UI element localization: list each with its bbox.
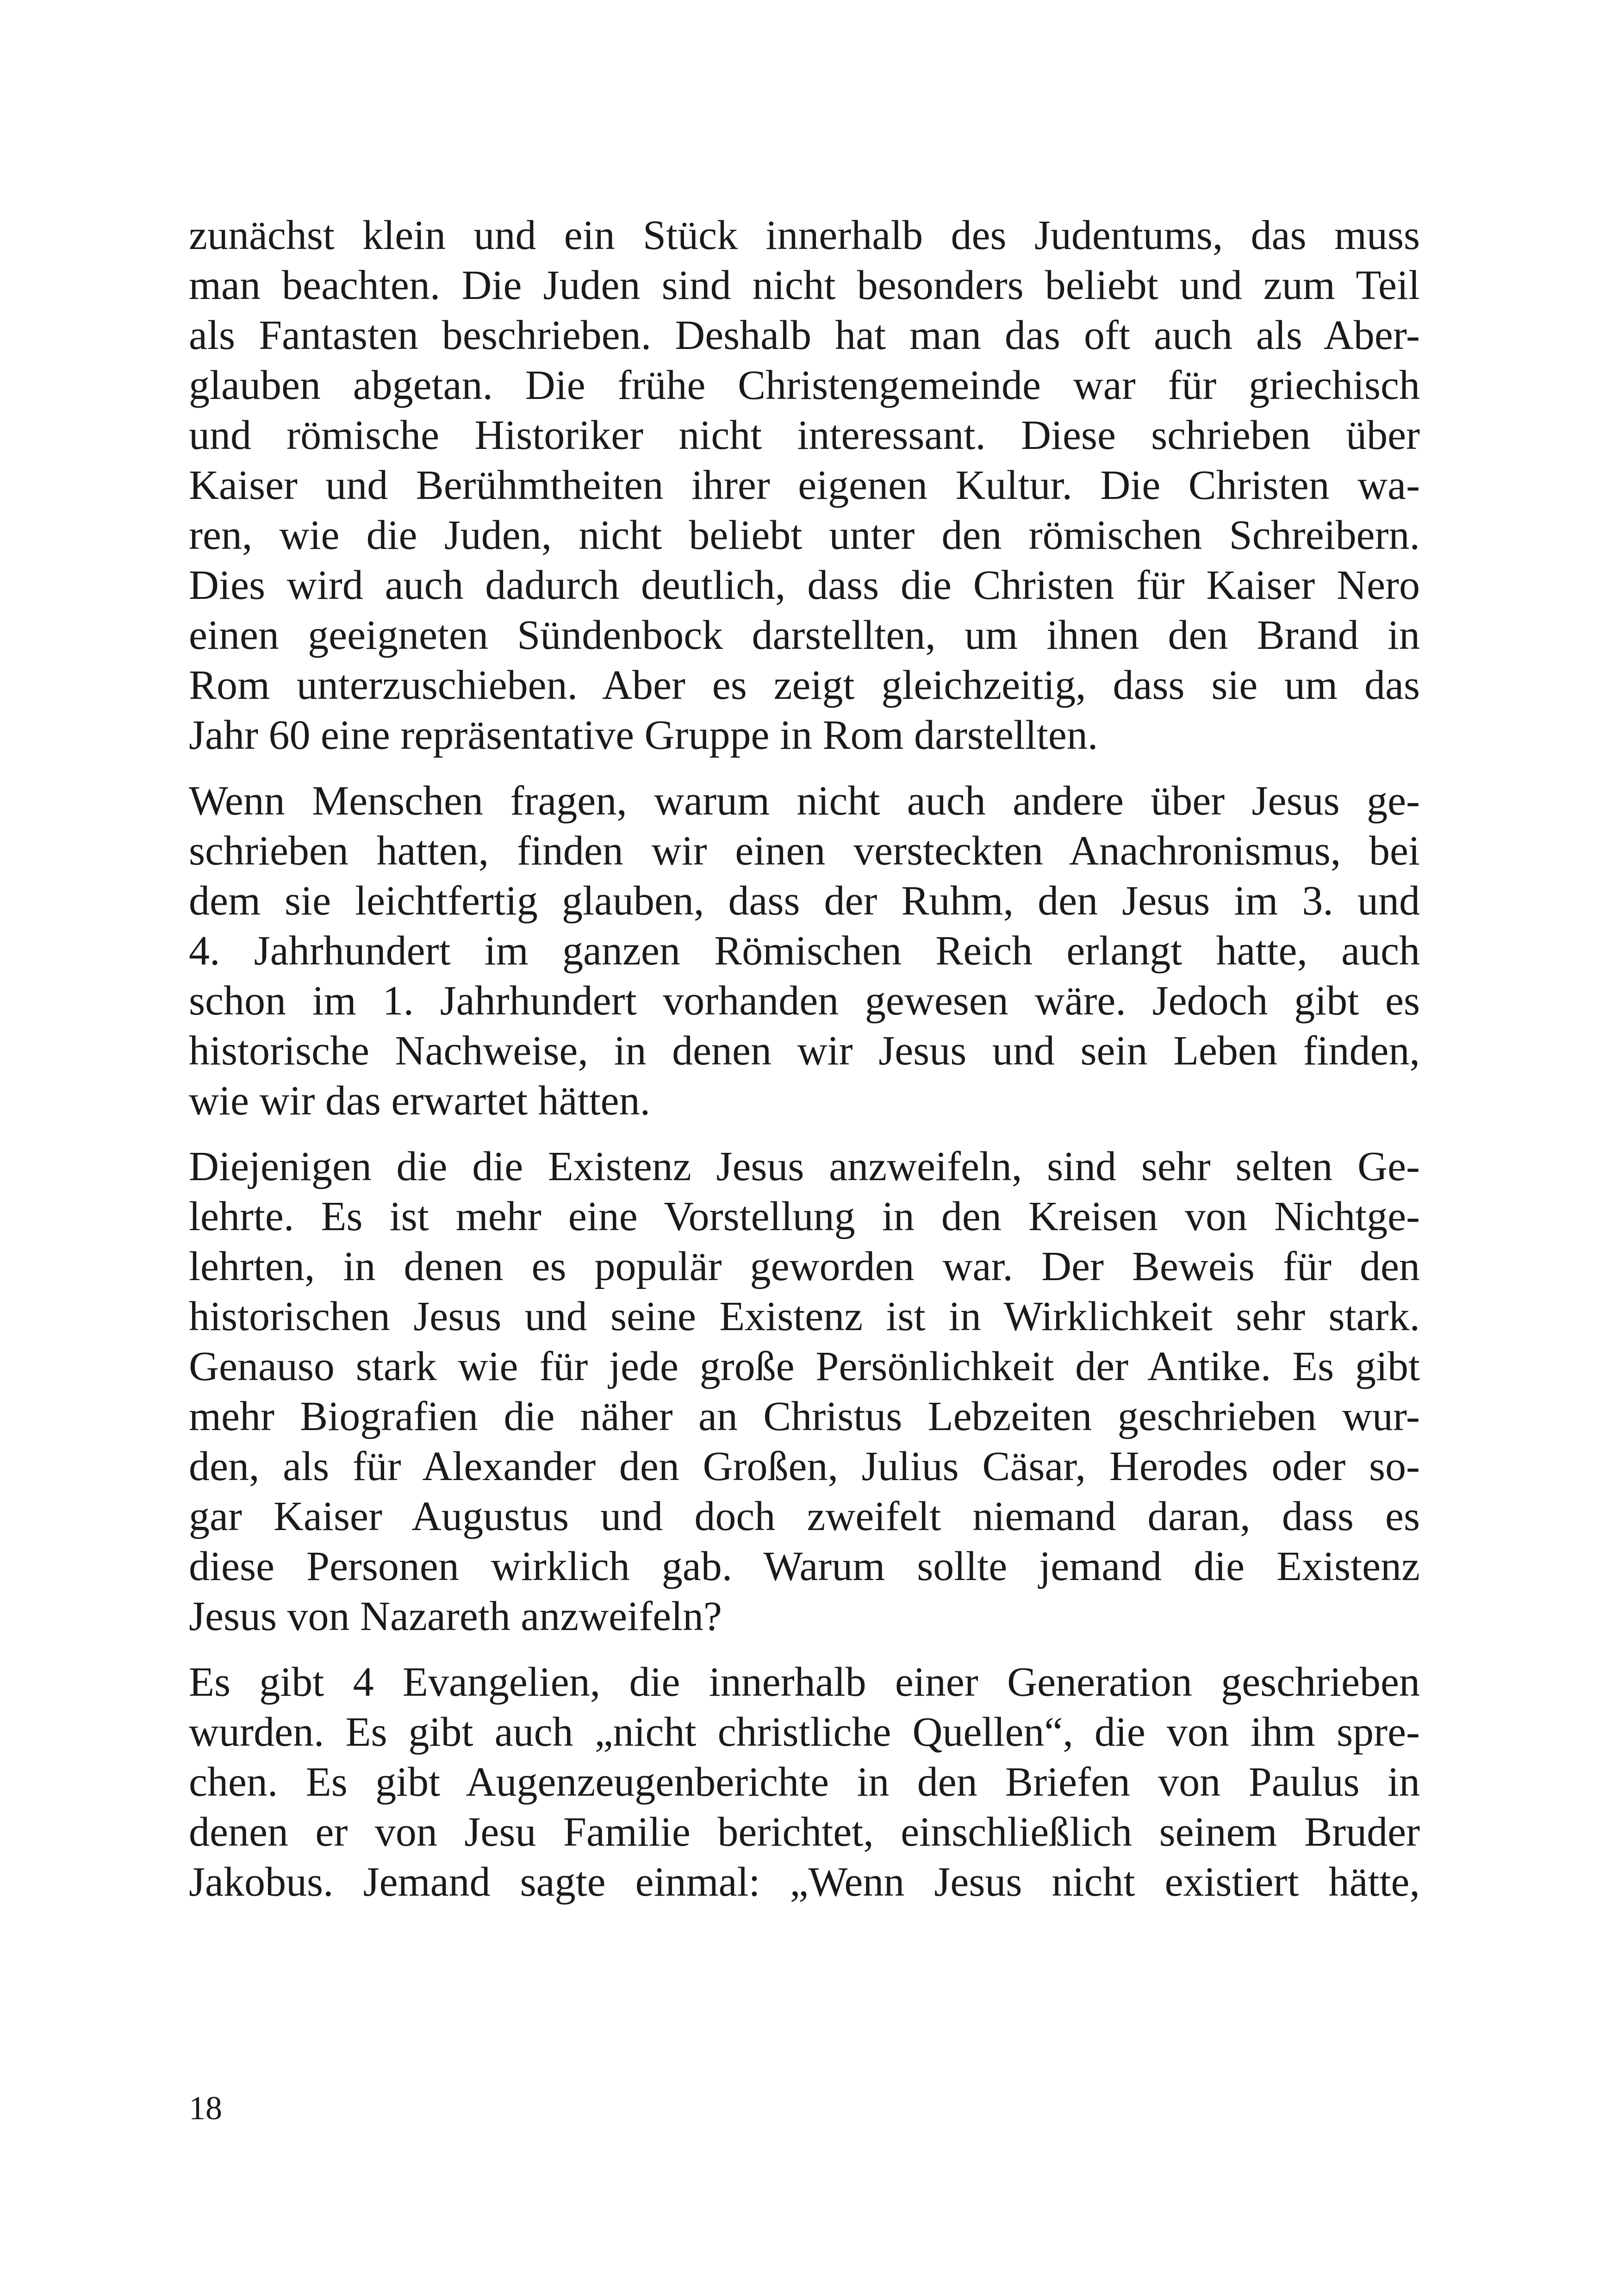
text-line: Es gibt 4 Evangelien, die innerhalb einer Generation geschrieben (189, 1659, 1420, 1705)
text-line: lehrte. Es ist mehr eine Vorstellung in den Kreisen von Nichtge- (189, 1194, 1420, 1239)
text-line: und römische Historiker nicht interessant. Diese schrieben über (189, 412, 1420, 458)
text-line: Jakobus. Jemand sagte einmal: „Wenn Jesus nicht existiert hätte, (189, 1859, 1420, 1905)
text-line: lehrten, in denen es populär geworden war. Der Beweis für den (189, 1244, 1420, 1289)
text-line: wurden. Es gibt auch „nicht christliche Quellen“, die von ihm spre- (189, 1709, 1420, 1755)
text-line: den, als für Alexander den Großen, Julius Cäsar, Herodes oder so- (189, 1444, 1420, 1489)
paragraph (189, 211, 1420, 760)
paragraph (189, 1142, 1420, 1642)
text-line: mehr Biografien die näher an Christus Lebzeiten geschrieben wur- (189, 1394, 1420, 1439)
paragraph (189, 776, 1420, 1126)
text-line: glauben abgetan. Die frühe Christengemeinde war für griechisch (189, 362, 1420, 408)
text-line: Dies wird auch dadurch deutlich, dass die Christen für Kaiser Nero (189, 562, 1420, 608)
text-line: diese Personen wirklich gab. Warum sollte jemand die Existenz (189, 1543, 1420, 1589)
text-line: gar Kaiser Augustus und doch zweifelt niemand daran, dass es (189, 1493, 1420, 1539)
text-line: denen er von Jesu Familie berichtet, einschließlich seinem Bruder (189, 1809, 1420, 1855)
text-line: als Fantasten beschrieben. Deshalb hat man das oft auch als Aber- (189, 312, 1420, 358)
text-line: wie wir das erwartet hätten. (189, 1078, 651, 1124)
text-line: Jesus von Nazareth anzweifeln? (189, 1593, 722, 1639)
text-line: Genauso stark wie für jede große Persönlichkeit der Antike. Es gibt (189, 1344, 1420, 1389)
paragraph (189, 1657, 1420, 1907)
text-line: schrieben hatten, finden wir einen versteckten Anachronismus, bei (189, 828, 1420, 874)
text-line: Wenn Menschen fragen, warum nicht auch andere über Jesus ge- (189, 778, 1420, 824)
text-line: chen. Es gibt Augenzeugenberichte in den Briefen von Paulus in (189, 1759, 1420, 1805)
text-line: einen geeigneten Sündenbock darstellten, um ihnen den Brand in (189, 612, 1420, 658)
text-line: schon im 1. Jahrhundert vorhanden gewesen wäre. Jedoch gibt es (189, 978, 1420, 1024)
text-line: 4. Jahrhundert im ganzen Römischen Reich erlangt hatte, auch (189, 928, 1420, 974)
text-line: historischen Jesus und seine Existenz ist in Wirklichkeit sehr stark. (189, 1294, 1420, 1339)
text-line: Jahr 60 eine repräsentative Gruppe in Rom darstellten. (189, 712, 1098, 758)
page-number: 18 (189, 2090, 222, 2127)
text-line: ren, wie die Juden, nicht beliebt unter den römischen Schreibern. (189, 512, 1420, 558)
text-line: Kaiser und Berühmtheiten ihrer eigenen Kultur. Die Christen wa- (189, 462, 1420, 508)
text-line: historische Nachweise, in denen wir Jesus und sein Leben finden, (189, 1028, 1420, 1074)
text-line: zunächst klein und ein Stück innerhalb des Judentums, das muss (189, 212, 1420, 258)
text-line: dem sie leichtfertig glauben, dass der Ruhm, den Jesus im 3. und (189, 878, 1420, 924)
text-line: man beachten. Die Juden sind nicht besonders beliebt und zum Teil (189, 262, 1420, 308)
text-line: Diejenigen die die Existenz Jesus anzweifeln, sind sehr selten Ge- (189, 1144, 1420, 1189)
text-line: Rom unterzuschieben. Aber es zeigt gleichzeitig, dass sie um das (189, 662, 1420, 708)
body-text (189, 211, 1420, 1923)
